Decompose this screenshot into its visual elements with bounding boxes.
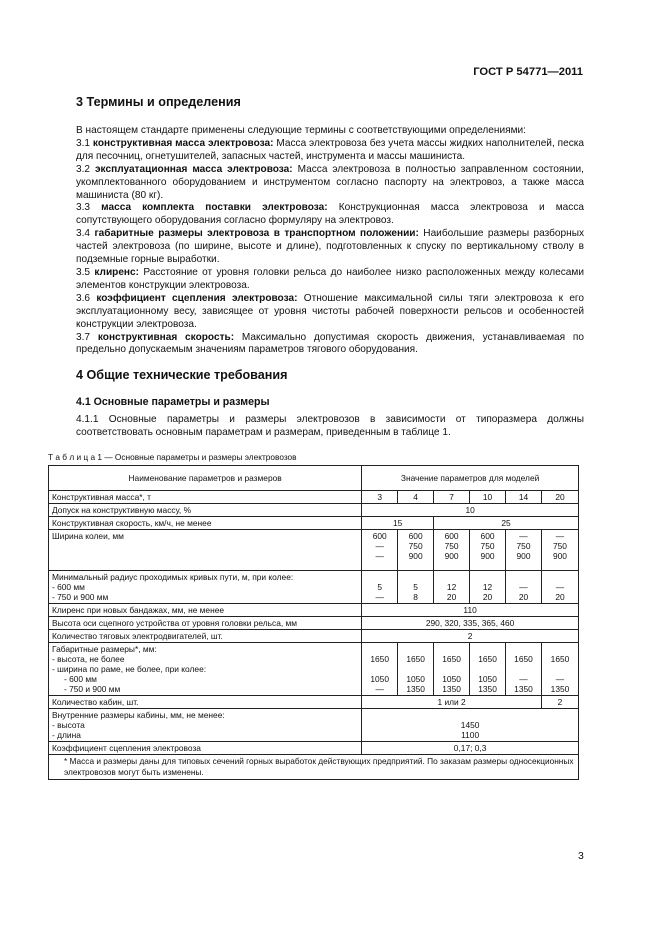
term-text: Максимально допустимая скорость движения, устанавливаемая по предельно допускаемым значениям параметров тягового оборудования.: [76, 331, 584, 356]
table-row: [49, 491, 579, 504]
table-cell: 15: [362, 517, 434, 530]
row-label: Количество кабин, шт.: [49, 696, 362, 709]
para-4-1-1: 4.1.1 Основные параметры и размеры электровозов в зависимости от типоразмера должны соответствовать основным параметрам и размерам, приведенным в таблице 1.: [76, 414, 584, 438]
header-parameter-name: Наименование параметров и размеров: [49, 466, 362, 491]
term-definition: [76, 293, 584, 332]
row-label: Ширина колеи, мм: [49, 530, 362, 571]
table-cell: 14: [506, 491, 542, 504]
table-cell: 1650 — 1350: [541, 643, 578, 696]
table-cell: 600 — —: [362, 530, 398, 571]
table-row: [49, 504, 579, 517]
parameters-table: [48, 465, 579, 780]
term-name: габаритные размеры электровоза в транспортном положении:: [94, 228, 419, 240]
term-definition: [76, 138, 584, 164]
term-text: Масса электровоза без учета массы жидких наполнителей, песка для песочниц, огнетушителей, запасных частей, инструмента и массы машиниста.: [76, 137, 584, 162]
table-cell: 2: [541, 696, 578, 709]
row-label: Клиренс при новых бандажах, мм, не менее: [49, 604, 362, 617]
section-3-title: 3 Термины и определения: [76, 95, 241, 109]
table-cell: 10: [470, 491, 506, 504]
table-cell: 110: [362, 604, 579, 617]
row-label: Допуск на конструктивную массу, %: [49, 504, 362, 517]
term-definition: [76, 202, 584, 228]
term-number: 3.3: [76, 202, 91, 214]
table-row: [49, 517, 579, 530]
section-4-title: 4 Общие технические требования: [76, 368, 288, 382]
table-cell: — 750 900: [506, 530, 542, 571]
table-cell: — 20: [541, 571, 578, 604]
table-cell: 600 750 900: [470, 530, 506, 571]
term-number: 3.2: [76, 163, 91, 175]
term-name: конструктивная масса электровоза:: [92, 137, 274, 149]
table-caption: Т а б л и ц а 1 — Основные параметры и размеры электровозов: [48, 452, 297, 462]
table-cell: 1650 1050 —: [362, 643, 398, 696]
standard-code: ГОСТ Р 54771—2011: [473, 66, 583, 78]
term-text: Наибольшие размеры разборных частей электровоза (по ширине, высоте и длине), подготовленных к спуску по вертикальному стволу в подземные горные выработки.: [76, 228, 585, 266]
term-text: Расстояние от уровня головки рельса до наиболее низко расположенных между колесами элементов конструкции электровоза.: [76, 266, 584, 291]
section-3-body: [76, 125, 584, 357]
table-cell: 4: [398, 491, 434, 504]
term-definition: [76, 267, 584, 293]
table-row: [49, 617, 579, 630]
table-cell: 25: [434, 517, 579, 530]
term-name: клиренс:: [94, 266, 140, 278]
term-name: коэффициент сцепления электровоза:: [96, 292, 298, 304]
term-number: 3.7: [76, 331, 91, 343]
table-cell: 3: [362, 491, 398, 504]
table-row: [49, 604, 579, 617]
term-name: масса комплекта поставки электровоза:: [101, 202, 328, 214]
table-cell: 1450 1100: [362, 709, 579, 742]
table-cell: 290, 320, 335, 365, 460: [362, 617, 579, 630]
table-row: [49, 530, 579, 571]
table-row: [49, 696, 579, 709]
term-text: Конструкционная масса электровоза и масса сопутствующего оборудования согласно формуляру на электровоз.: [76, 202, 584, 227]
term-definition: [76, 332, 584, 358]
table-header-row: [49, 466, 579, 491]
row-label: Габаритные размеры*, мм: - высота, не более - ширина по раме, не более, при колее: - 600 мм - 750 и 900 мм: [49, 643, 362, 696]
term-number: 3.4: [76, 228, 91, 240]
table-cell: 1650 1050 1350: [398, 643, 434, 696]
table-cell: 2: [362, 630, 579, 643]
row-label: Количество тяговых электродвигателей, шт.: [49, 630, 362, 643]
row-label: Внутренние размеры кабины, мм, не менее: - высота - длина: [49, 709, 362, 742]
table-row: [49, 630, 579, 643]
table-cell: 7: [434, 491, 470, 504]
table-footnote-row: [49, 755, 579, 780]
term-name: эксплуатационная масса электровоза:: [94, 163, 293, 175]
subsection-4-1-title: 4.1 Основные параметры и размеры: [76, 396, 270, 408]
row-label: Конструктивная скорость, км/ч, не менее: [49, 517, 362, 530]
terms-list: [76, 138, 584, 357]
term-definition: [76, 228, 584, 267]
term-definition: [76, 164, 584, 203]
table-cell: 1650 — 1350: [506, 643, 542, 696]
table-cell: 600 750 900: [434, 530, 470, 571]
term-text: Масса электровоза в полностью заправленном состоянии, укомплектованного оборудованием и инструментом согласно паспорту на электровоз, а также масса машиниста (80 кг).: [76, 163, 584, 201]
table-cell: 1650 1050 1350: [434, 643, 470, 696]
row-label: Высота оси сцепного устройства от уровня головки рельса, мм: [49, 617, 362, 630]
table-cell: 12 20: [434, 571, 470, 604]
table-cell: — 20: [506, 571, 542, 604]
table-cell: 1650 1050 1350: [470, 643, 506, 696]
row-label: Коэффициент сцепления электровоза: [49, 742, 362, 755]
term-number: 3.1: [76, 137, 91, 149]
term-number: 3.6: [76, 292, 91, 304]
section-3-intro: В настоящем стандарте применены следующие термины с соответствующими определениями:: [76, 125, 526, 136]
table-footnote: * Масса и размеры даны для типовых сечений горных выработок действующих предприятий. По заказам размеры односекционных электровозов могут быть изменены.: [49, 755, 579, 780]
section-4-paragraph: [76, 414, 584, 440]
table-row: [49, 709, 579, 742]
term-number: 3.5: [76, 266, 91, 278]
row-label: Конструктивная масса*, т: [49, 491, 362, 504]
table-cell: — 750 900: [541, 530, 578, 571]
table-cell: 5 8: [398, 571, 434, 604]
table-row: [49, 643, 579, 696]
table-cell: 5 —: [362, 571, 398, 604]
header-parameter-values: Значение параметров для моделей: [362, 466, 579, 491]
table-cell: 20: [541, 491, 578, 504]
table-cell: 0,17; 0,3: [362, 742, 579, 755]
table-cell: 12 20: [470, 571, 506, 604]
table-cell: 1 или 2: [362, 696, 542, 709]
page-number: 3: [578, 850, 584, 862]
term-text: Отношение максимальной силы тяги электровоза к его эксплуатационному весу, зависящее от уровня чистоты рабочей поверхности рельсов и особенностей конструкции электровоза.: [76, 292, 585, 330]
table-row: [49, 742, 579, 755]
row-label: Минимальный радиус проходимых кривых пути, м, при колее: - 600 мм - 750 и 900 мм: [49, 571, 362, 604]
table-cell: 10: [362, 504, 579, 517]
table-row: [49, 571, 579, 604]
term-name: конструктивная скорость:: [97, 331, 235, 343]
table-cell: 600 750 900: [398, 530, 434, 571]
